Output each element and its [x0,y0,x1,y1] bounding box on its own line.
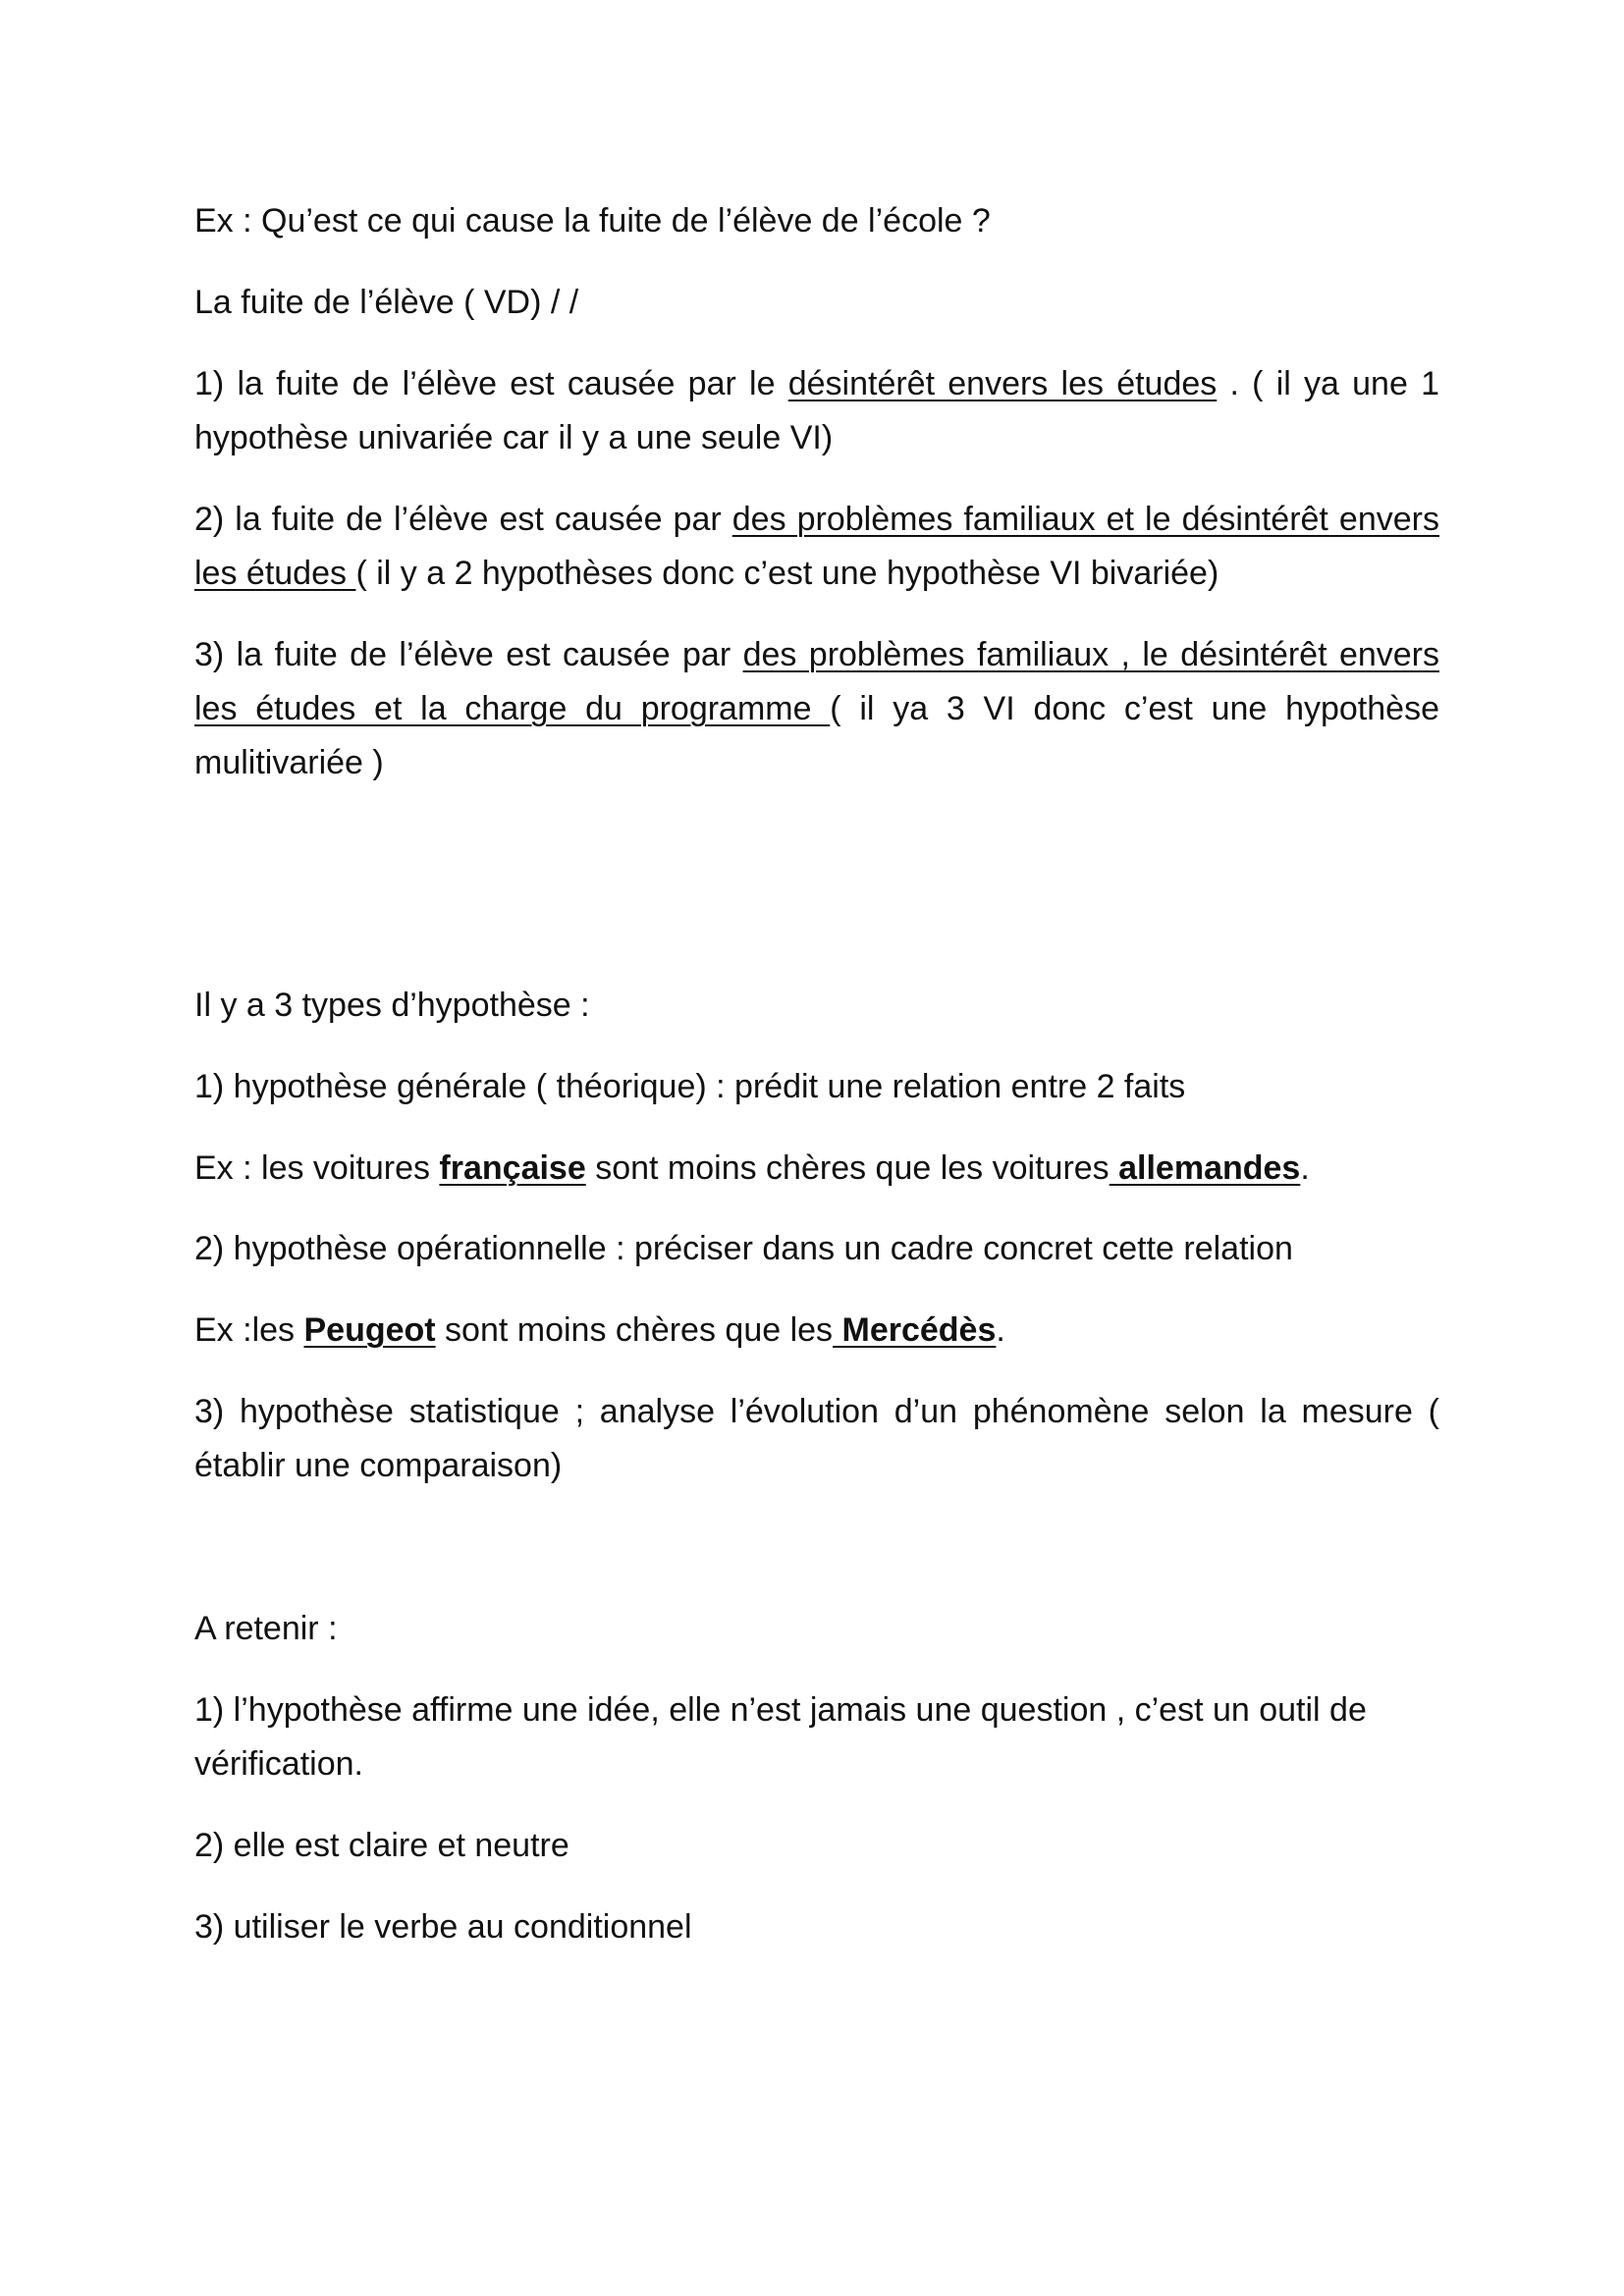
type-statistical: 3) hypothèse statistique ; analyse l’évolution d’un phénomène selon la mesure ( établir une comparaison) [194,1393,1439,1484]
general-example-part1: Ex : les voitures [194,1149,440,1187]
hypothesis-1-after: . ( il ya une 1 hypothèse univariée car il y a une seule VI) [194,365,1440,456]
operational-example-bold1: Peugeot [303,1311,436,1349]
operational-example-bold2: Mercédès [833,1311,997,1349]
remember-item-2: 2) elle est claire et neutre [194,1827,569,1864]
hypothesis-example-3 [194,628,1439,790]
operational-example-part1: Ex :les [194,1311,304,1349]
type-operational: 2) hypothèse opérationnelle : préciser dans un cadre concret cette relation [194,1230,1293,1267]
example-question: Ex : Qu’est ce qui cause la fuite de l’élève de l’école ? [194,202,991,240]
hypothesis-example-1 [194,357,1439,465]
hypothesis-1-underlined: désintérêt envers les études [787,365,1218,402]
general-example-end: . [1300,1149,1310,1187]
hypothesis-3-underlined: des problèmes familiaux , le désintérêt envers les études et la charge du programme [194,636,1439,727]
remember-item-3: 3) utiliser le verbe au conditionnel [194,1908,692,1946]
general-example-part2: sont moins chères que les voitures [585,1149,1110,1187]
types-heading: Il y a 3 types d’hypothèse : [194,987,590,1024]
dependent-variable-line: La fuite de l’élève ( VD) / / [194,284,579,321]
remember-heading: A retenir : [194,1610,338,1647]
operational-example-end: . [996,1311,1005,1349]
type-general: 1) hypothèse générale ( théorique) : prédit une relation entre 2 faits [194,1068,1186,1105]
general-example-bold1: française [439,1149,586,1187]
operational-example-part2: sont moins chères que les [435,1311,834,1349]
hypothesis-2-underlined: des problèmes familiaux et le désintérêt envers les études [194,501,1439,592]
general-example-bold2: allemandes [1109,1149,1301,1187]
hypothesis-2-before: 2) la fuite de l’élève est causée par [194,501,732,538]
hypothesis-3-before: 3) la fuite de l’élève est causée par [194,636,743,673]
type-general-example [194,1142,1439,1196]
type-operational-example [194,1304,1439,1358]
hypothesis-3-after: ( il ya 3 VI donc c’est une hypothèse mulitivariée ) [194,690,1439,781]
hypothesis-2-after: ( il y a 2 hypothèses donc c’est une hypothèse VI bivariée) [355,555,1219,592]
hypothesis-1-before: 1) la fuite de l’élève est causée par le [194,365,788,402]
remember-item-1: 1) l’hypothèse affirme une idée, elle n’est jamais une question , c’est un outil de vérification. [194,1691,1367,1783]
hypothesis-example-2 [194,493,1439,601]
